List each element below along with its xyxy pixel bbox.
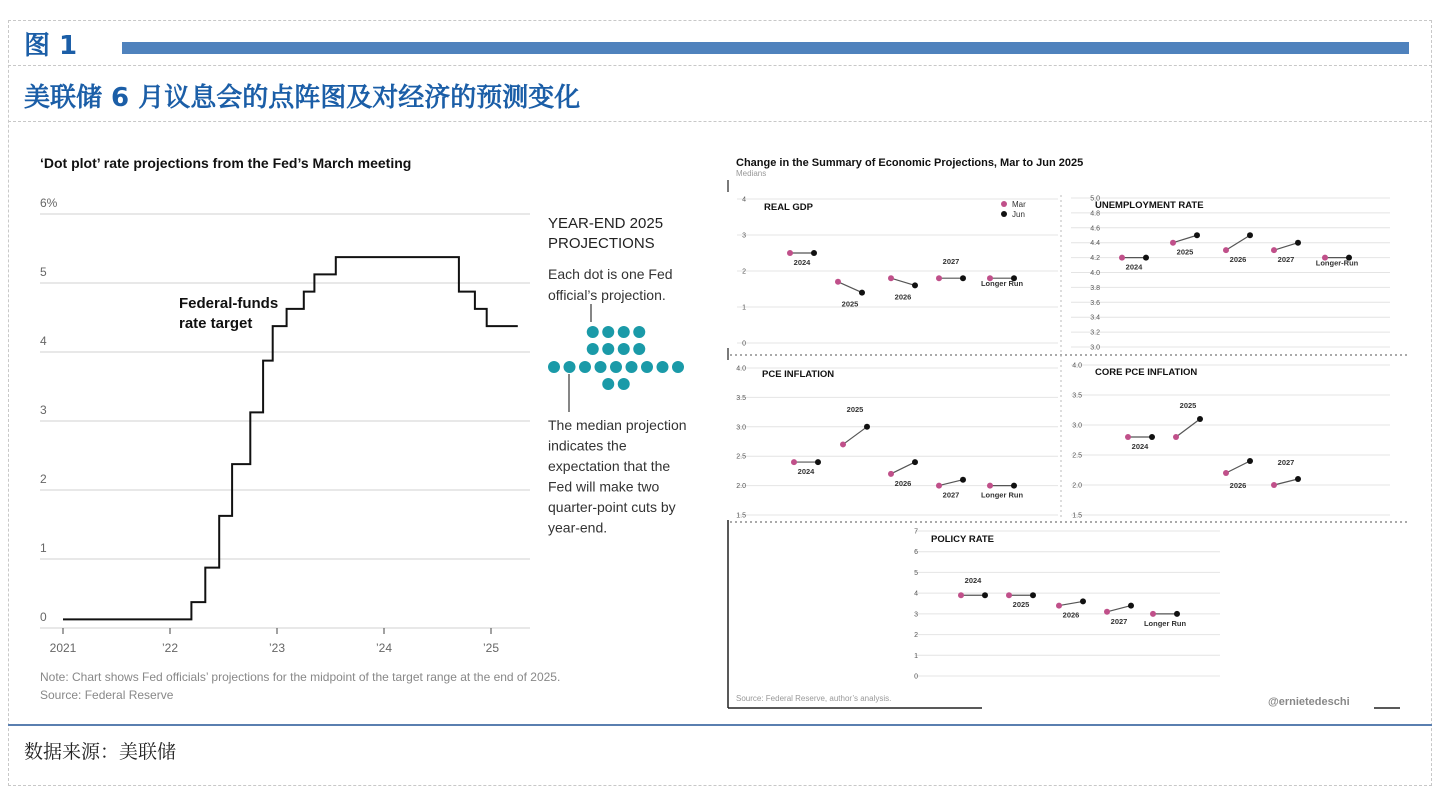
jun-point bbox=[1247, 458, 1253, 464]
side-note-line: indicates the bbox=[548, 437, 627, 454]
category-label: 2024 bbox=[1131, 442, 1149, 451]
category-label: 2026 bbox=[1062, 610, 1080, 620]
category-label: 2025 bbox=[1176, 247, 1194, 257]
y-tick-label: 3.0 bbox=[1072, 422, 1082, 430]
category-label: 2025 bbox=[1179, 401, 1197, 410]
projection-dot bbox=[657, 361, 669, 373]
projection-dot bbox=[633, 326, 645, 338]
y-tick-label: 2 bbox=[40, 472, 47, 486]
y-tick-label: 4.4 bbox=[1090, 240, 1100, 248]
change-line bbox=[1173, 235, 1197, 242]
right-source: Source: Federal Reserve, author’s analysis. bbox=[736, 694, 892, 703]
projection-dot bbox=[602, 378, 614, 390]
jun-point bbox=[1174, 611, 1180, 617]
y-tick-label: 3.6 bbox=[1090, 299, 1100, 307]
category-label: 2026 bbox=[1229, 481, 1247, 490]
y-tick-label: 6 bbox=[914, 549, 918, 557]
side-note-line: Fed will make two bbox=[548, 478, 660, 495]
panel-title: CORE PCE INFLATION bbox=[1095, 367, 1198, 378]
category-label: 2027 bbox=[942, 257, 960, 267]
y-tick-label: 3.0 bbox=[736, 424, 746, 432]
left-y-ticks bbox=[40, 196, 58, 624]
category-label: 2024 bbox=[797, 467, 815, 477]
projection-dot bbox=[587, 326, 599, 338]
side-title: YEAR-END 2025 bbox=[548, 215, 664, 232]
jun-point bbox=[1247, 232, 1253, 238]
y-tick-label: 4.6 bbox=[1090, 225, 1100, 233]
y-tick-label: 0 bbox=[914, 673, 918, 681]
left-x-ticks bbox=[50, 628, 500, 655]
change-line bbox=[1226, 461, 1250, 473]
change-line bbox=[939, 480, 963, 486]
panel-policy-rate bbox=[914, 529, 1220, 681]
change-line bbox=[1059, 601, 1083, 605]
side-note-line: expectation that the bbox=[548, 458, 671, 474]
y-tick-label: 4 bbox=[742, 196, 746, 204]
jun-point bbox=[1030, 592, 1036, 598]
jun-point bbox=[1128, 603, 1134, 609]
category-label: 2024 bbox=[964, 576, 982, 586]
legend-marker bbox=[1001, 211, 1007, 217]
y-tick-label: 2.5 bbox=[736, 453, 746, 461]
left-chart-title: ‘Dot plot’ rate projections from the Fed’s March meeting bbox=[40, 155, 412, 171]
projection-dot bbox=[626, 361, 638, 373]
mar-point bbox=[888, 275, 894, 281]
jun-point bbox=[1149, 434, 1155, 440]
panel-title: REAL GDP bbox=[764, 202, 813, 213]
rate-target-line bbox=[63, 257, 518, 619]
y-tick-label: 3.4 bbox=[1090, 314, 1100, 322]
legend-label: Mar bbox=[1012, 200, 1026, 209]
y-tick-label: 2 bbox=[914, 632, 918, 640]
mar-point bbox=[1170, 240, 1176, 246]
jun-point bbox=[1080, 598, 1086, 604]
mar-point bbox=[1125, 434, 1131, 440]
y-tick-label: 1.5 bbox=[1072, 512, 1082, 520]
series-label: rate target bbox=[179, 315, 253, 332]
x-tick-label: ’25 bbox=[482, 641, 500, 655]
x-tick-label: ’24 bbox=[375, 641, 393, 655]
right-chart-subtitle: Medians bbox=[736, 169, 767, 178]
mar-point bbox=[958, 592, 964, 598]
panel-title: UNEMPLOYMENT RATE bbox=[1095, 200, 1204, 211]
change-line bbox=[1176, 419, 1200, 437]
y-tick-label: 4.0 bbox=[1090, 270, 1100, 277]
legend bbox=[1001, 200, 1026, 219]
y-tick-label: 4.0 bbox=[1072, 362, 1082, 370]
mar-point bbox=[791, 459, 797, 465]
y-tick-label: 0 bbox=[742, 340, 746, 348]
projection-dot bbox=[548, 361, 560, 373]
change-line bbox=[891, 278, 915, 285]
jun-point bbox=[1194, 232, 1200, 238]
category-label: Longer Run bbox=[1143, 618, 1187, 628]
category-label: Longer-Run bbox=[1315, 258, 1359, 268]
change-line bbox=[838, 282, 862, 293]
side-note-line: Each dot is one Fed bbox=[548, 266, 673, 282]
category-label: Longer Run bbox=[980, 279, 1024, 289]
right-chart-title: Change in the Summary of Economic Projections, Mar to Jun 2025 bbox=[736, 157, 1084, 169]
left-source: Source: Federal Reserve bbox=[40, 688, 174, 702]
y-tick-label: 3.8 bbox=[1090, 284, 1100, 292]
category-label: 2026 bbox=[1229, 255, 1247, 265]
projection-dot bbox=[672, 361, 684, 373]
y-tick-label: 2 bbox=[742, 268, 746, 276]
category-label: 2025 bbox=[1012, 600, 1030, 610]
projection-dot bbox=[595, 361, 607, 373]
y-tick-label: 5.0 bbox=[1090, 195, 1100, 203]
projection-dot bbox=[618, 378, 630, 390]
figure-title: 美联储 6 月议息会的点阵图及对经济的预测变化 bbox=[24, 83, 581, 113]
mar-point bbox=[1104, 609, 1110, 615]
mar-point bbox=[1056, 603, 1062, 609]
left-gridlines bbox=[40, 214, 530, 628]
mar-point bbox=[840, 441, 846, 447]
jun-point bbox=[1197, 416, 1203, 422]
projection-dot bbox=[633, 343, 645, 355]
y-tick-label: 5 bbox=[914, 569, 918, 577]
category-label: 2026 bbox=[894, 292, 912, 302]
mar-point bbox=[835, 279, 841, 285]
y-tick-label: 5 bbox=[40, 265, 47, 279]
change-line bbox=[1274, 243, 1298, 250]
figure-label: 图 1 bbox=[24, 31, 78, 61]
panel-title: POLICY RATE bbox=[931, 534, 994, 545]
y-tick-label: 3 bbox=[40, 403, 47, 417]
side-note-line: official’s projection. bbox=[548, 287, 666, 303]
left-note: Note: Chart shows Fed officials’ projections for the midpoint of the target range at the end of 2025. bbox=[40, 670, 561, 684]
jun-point bbox=[912, 282, 918, 288]
side-note-line: quarter-point cuts by bbox=[548, 499, 676, 515]
projection-dot bbox=[587, 343, 599, 355]
handle: @ernietedeschi bbox=[1268, 696, 1350, 708]
change-line bbox=[843, 427, 867, 445]
x-tick-label: 2021 bbox=[49, 641, 77, 655]
x-tick-label: ’23 bbox=[268, 641, 286, 655]
change-line bbox=[1107, 606, 1131, 612]
panel-core-pce-inflation bbox=[1071, 363, 1390, 520]
y-tick-label: 1 bbox=[914, 652, 918, 660]
y-tick-label: 3 bbox=[914, 611, 918, 619]
category-label: 2027 bbox=[1277, 458, 1295, 467]
side-notes bbox=[548, 266, 687, 536]
y-tick-label: 1.5 bbox=[736, 512, 746, 520]
mar-point bbox=[787, 250, 793, 256]
side-title: PROJECTIONS bbox=[548, 235, 655, 252]
y-tick-label: 2.0 bbox=[1072, 482, 1082, 490]
divider bbox=[8, 724, 1432, 726]
projection-dot bbox=[602, 343, 614, 355]
mar-point bbox=[987, 483, 993, 489]
mar-point bbox=[1119, 255, 1125, 261]
mar-point bbox=[1271, 247, 1277, 253]
legend-marker bbox=[1001, 201, 1007, 207]
legend-label: Jun bbox=[1012, 210, 1025, 219]
y-tick-label: 3.5 bbox=[736, 394, 746, 402]
y-tick-label: 2.5 bbox=[1072, 452, 1082, 460]
category-label: 2024 bbox=[1125, 262, 1143, 272]
mar-point bbox=[936, 275, 942, 281]
mar-point bbox=[888, 471, 894, 477]
projection-dot bbox=[602, 326, 614, 338]
category-label: 2027 bbox=[942, 490, 960, 500]
y-tick-label: 3.0 bbox=[1090, 344, 1100, 352]
jun-point bbox=[1295, 240, 1301, 246]
mar-point bbox=[1223, 470, 1229, 476]
jun-point bbox=[1011, 483, 1017, 489]
jun-point bbox=[960, 477, 966, 483]
projection-dot bbox=[618, 326, 630, 338]
mar-point bbox=[1006, 592, 1012, 598]
jun-point bbox=[1295, 476, 1301, 482]
jun-point bbox=[960, 275, 966, 281]
panel-pce-inflation bbox=[736, 366, 1058, 520]
projection-dot bbox=[564, 361, 576, 373]
mar-point bbox=[1150, 611, 1156, 617]
y-tick-label: 3.2 bbox=[1090, 329, 1100, 337]
y-tick-label: 3.5 bbox=[1072, 392, 1082, 400]
mar-point bbox=[1271, 482, 1277, 488]
x-tick-label: ’22 bbox=[161, 641, 179, 655]
y-tick-label: 0 bbox=[40, 610, 47, 624]
panel-real-gdp bbox=[737, 197, 1058, 348]
category-label: Longer Run bbox=[980, 490, 1024, 500]
jun-point bbox=[982, 592, 988, 598]
sep-panels bbox=[728, 180, 1410, 708]
jun-point bbox=[815, 459, 821, 465]
category-label: 2027 bbox=[1277, 255, 1295, 265]
y-tick-label: 1 bbox=[742, 304, 746, 312]
panel-title: PCE INFLATION bbox=[762, 369, 835, 380]
side-note-line: The median projection bbox=[548, 417, 687, 433]
projection-dot bbox=[641, 361, 653, 373]
projection-dot bbox=[618, 343, 630, 355]
mar-point bbox=[1173, 434, 1179, 440]
y-tick-label: 2.0 bbox=[736, 483, 746, 491]
jun-point bbox=[859, 290, 865, 296]
y-tick-label: 7 bbox=[914, 528, 918, 536]
category-label: 2025 bbox=[841, 299, 859, 309]
category-label: 2025 bbox=[846, 404, 864, 414]
y-tick-label: 4.8 bbox=[1090, 210, 1100, 218]
y-tick-label: 1 bbox=[40, 541, 47, 555]
jun-point bbox=[811, 250, 817, 256]
category-label: 2024 bbox=[793, 258, 811, 267]
projection-dot bbox=[610, 361, 622, 373]
y-tick-label: 4.2 bbox=[1090, 255, 1100, 263]
left-series bbox=[63, 257, 518, 619]
mar-point bbox=[936, 483, 942, 489]
category-label: 2027 bbox=[1110, 616, 1128, 626]
change-line bbox=[891, 462, 915, 474]
y-tick-label: 4 bbox=[40, 334, 47, 348]
category-label: 2026 bbox=[894, 478, 912, 488]
jun-point bbox=[864, 424, 870, 430]
y-tick-label: 4.0 bbox=[736, 365, 746, 373]
data-source: 数据来源：美联储 bbox=[24, 741, 177, 763]
y-tick-label: 4 bbox=[914, 590, 918, 598]
change-line bbox=[1274, 479, 1298, 485]
side-note-line: year-end. bbox=[548, 519, 608, 536]
panel-unemployment-rate bbox=[1071, 196, 1390, 352]
jun-point bbox=[912, 459, 918, 465]
y-tick-label: 6% bbox=[40, 196, 58, 210]
jun-point bbox=[1143, 255, 1149, 261]
mar-point bbox=[1223, 247, 1229, 253]
y-tick-label: 3 bbox=[742, 232, 746, 240]
series-label: Federal-funds bbox=[179, 295, 279, 312]
projection-dot bbox=[579, 361, 591, 373]
